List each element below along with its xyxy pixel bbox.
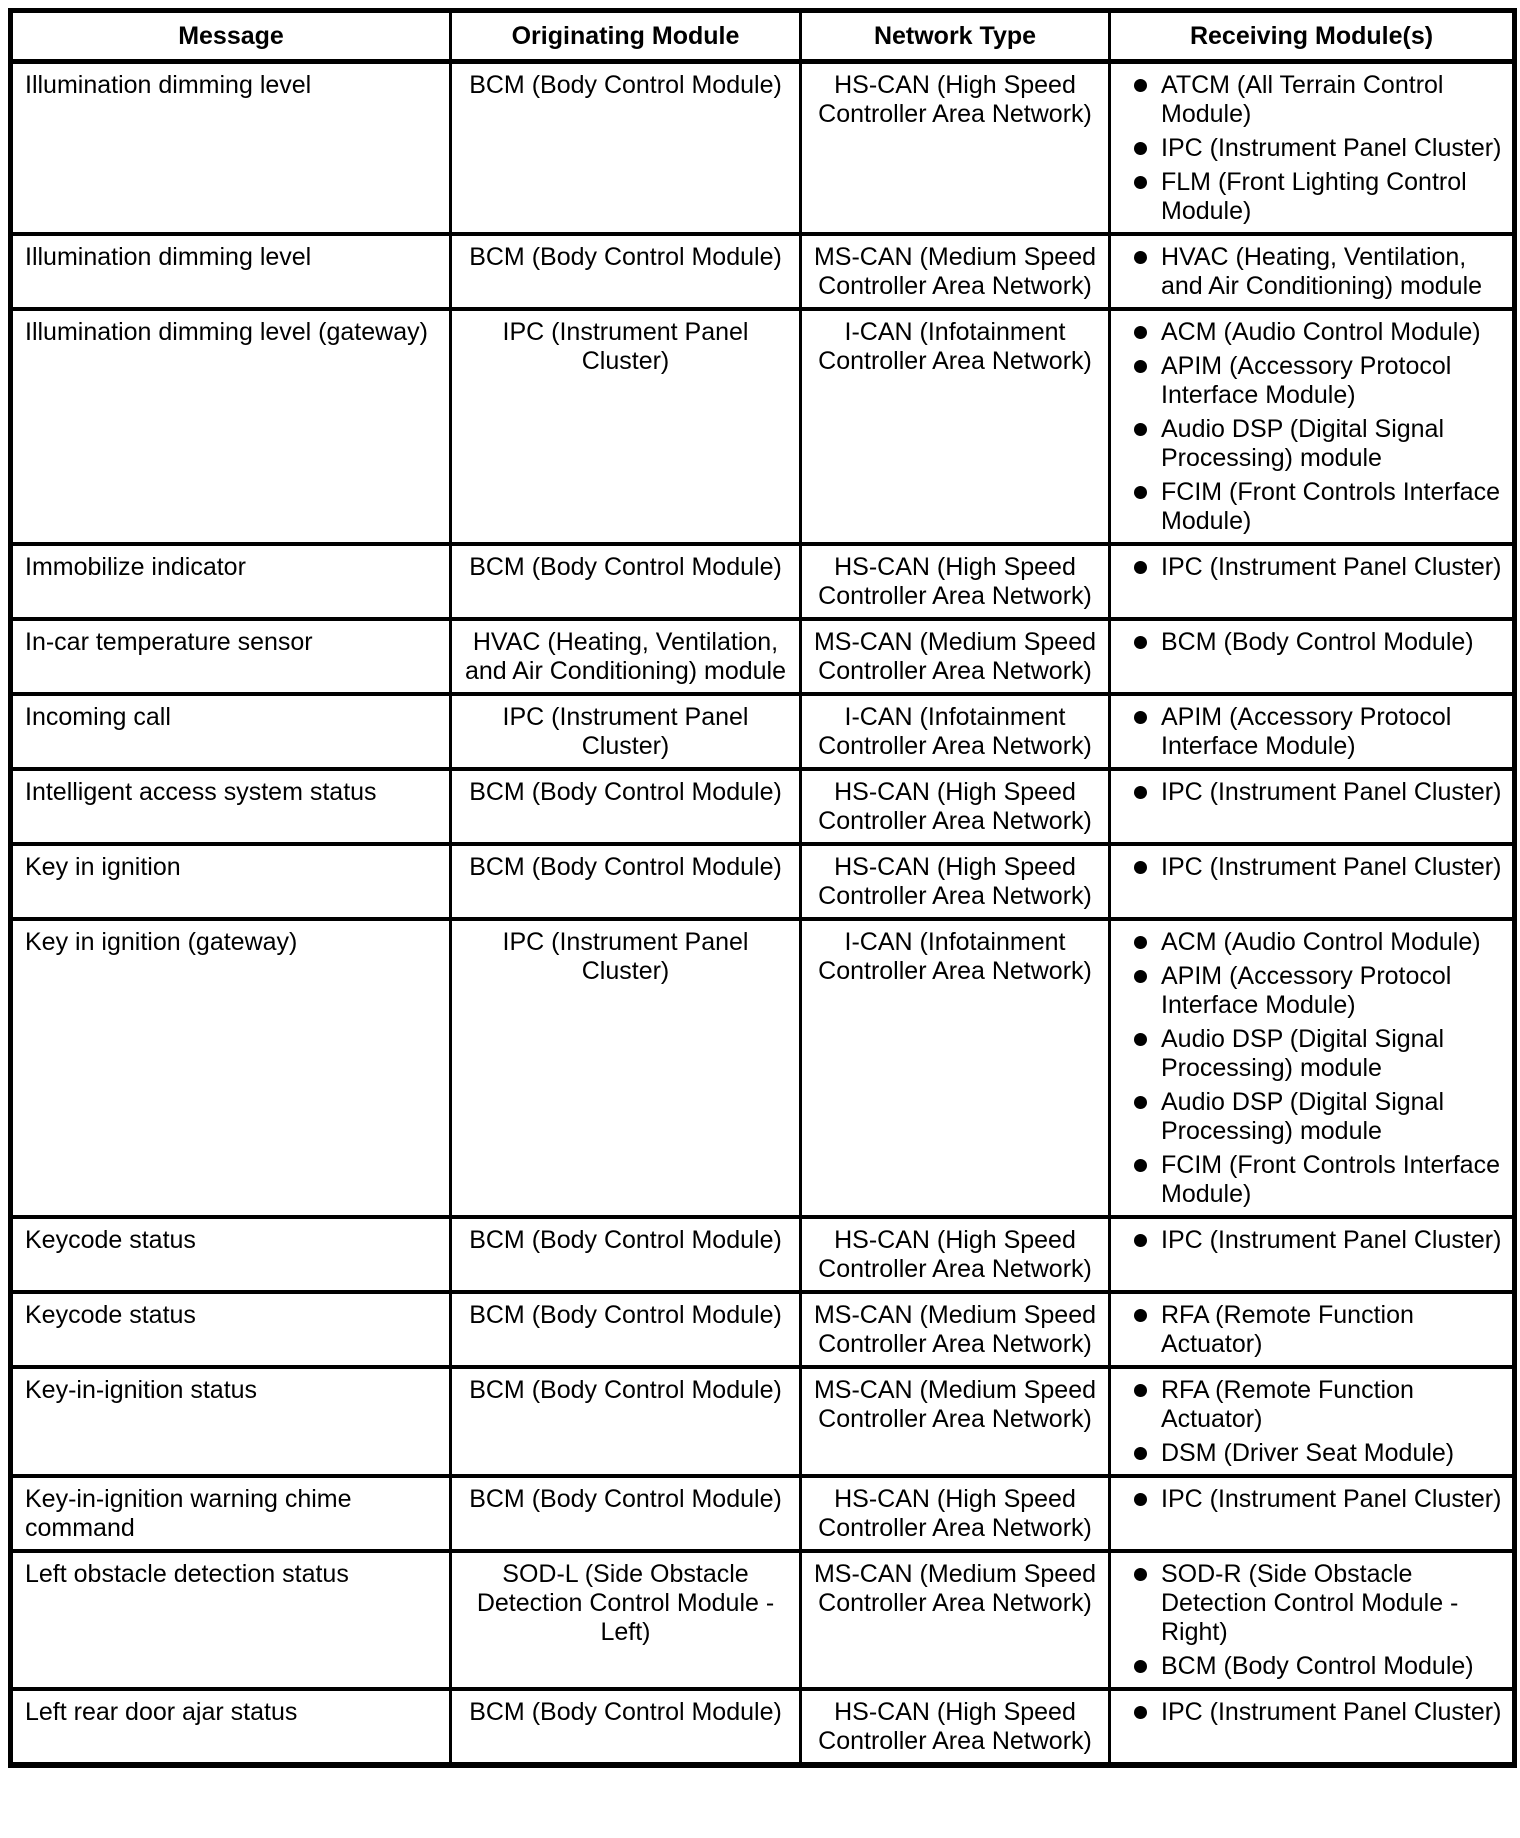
bullet-icon bbox=[1134, 1447, 1147, 1460]
receiving-module-label: ACM (Audio Control Module) bbox=[1161, 318, 1481, 346]
receiving-module-item bbox=[1111, 1301, 1504, 1359]
bullet-icon bbox=[1134, 861, 1147, 874]
receiving-module-item bbox=[1111, 703, 1504, 761]
receiving-modules-list bbox=[1111, 628, 1504, 657]
bullet-icon bbox=[1134, 970, 1147, 983]
originating-module-cell: BCM (Body Control Module) bbox=[451, 62, 801, 235]
bullet-icon bbox=[1134, 711, 1147, 724]
network-type-cell: HS-CAN (High Speed Controller Area Network) bbox=[801, 1689, 1110, 1765]
network-type-cell: HS-CAN (High Speed Controller Area Network) bbox=[801, 1476, 1110, 1551]
receiving-module-label: APIM (Accessory Protocol Interface Module) bbox=[1161, 962, 1452, 1019]
table-header bbox=[11, 11, 1515, 62]
receiving-module-item bbox=[1111, 1439, 1504, 1468]
originating-module-cell: BCM (Body Control Module) bbox=[451, 1217, 801, 1292]
receiving-module-label: FLM (Front Lighting Control Module) bbox=[1161, 168, 1467, 225]
originating-module-cell: IPC (Instrument Panel Cluster) bbox=[451, 309, 801, 544]
receiving-modules-list bbox=[1111, 553, 1504, 582]
receiving-modules-cell bbox=[1110, 1551, 1515, 1689]
originating-module-cell: BCM (Body Control Module) bbox=[451, 234, 801, 309]
message-cell: In-car temperature sensor bbox=[11, 619, 451, 694]
receiving-module-item bbox=[1111, 415, 1504, 473]
table-row bbox=[11, 694, 1515, 769]
bullet-icon bbox=[1134, 1568, 1147, 1581]
receiving-module-label: APIM (Accessory Protocol Interface Module) bbox=[1161, 703, 1452, 760]
receiving-module-item bbox=[1111, 928, 1504, 957]
originating-module-cell: IPC (Instrument Panel Cluster) bbox=[451, 694, 801, 769]
receiving-module-label: Audio DSP (Digital Signal Processing) module bbox=[1161, 1088, 1445, 1145]
bullet-icon bbox=[1134, 1493, 1147, 1506]
receiving-modules-cell bbox=[1110, 1367, 1515, 1476]
receiving-module-item bbox=[1111, 628, 1504, 657]
receiving-module-item bbox=[1111, 1226, 1504, 1255]
receiving-modules-list bbox=[1111, 1301, 1504, 1359]
bullet-icon bbox=[1134, 176, 1147, 189]
header-message: Message bbox=[11, 11, 451, 62]
network-type-cell: MS-CAN (Medium Speed Controller Area Network) bbox=[801, 1367, 1110, 1476]
message-cell: Key-in-ignition status bbox=[11, 1367, 451, 1476]
header-network-type: Network Type bbox=[801, 11, 1110, 62]
network-type-cell: HS-CAN (High Speed Controller Area Network) bbox=[801, 769, 1110, 844]
receiving-module-label: RFA (Remote Function Actuator) bbox=[1161, 1376, 1414, 1433]
receiving-modules-cell bbox=[1110, 1476, 1515, 1551]
receiving-modules-list bbox=[1111, 703, 1504, 761]
receiving-modules-list bbox=[1111, 1226, 1504, 1255]
receiving-modules-list bbox=[1111, 71, 1504, 226]
originating-module-cell: HVAC (Heating, Ventilation, and Air Conditioning) module bbox=[451, 619, 801, 694]
receiving-modules-list bbox=[1111, 1376, 1504, 1468]
table-body bbox=[11, 62, 1515, 1766]
table-row bbox=[11, 919, 1515, 1217]
receiving-modules-cell bbox=[1110, 1689, 1515, 1765]
table-row bbox=[11, 769, 1515, 844]
receiving-modules-cell bbox=[1110, 309, 1515, 544]
receiving-module-item bbox=[1111, 1698, 1504, 1727]
network-type-cell: I-CAN (Infotainment Controller Area Network) bbox=[801, 919, 1110, 1217]
receiving-module-item bbox=[1111, 1025, 1504, 1083]
receiving-modules-cell bbox=[1110, 694, 1515, 769]
receiving-modules-cell bbox=[1110, 844, 1515, 919]
receiving-modules-list bbox=[1111, 243, 1504, 301]
receiving-module-label: FCIM (Front Controls Interface Module) bbox=[1161, 1151, 1500, 1208]
receiving-module-item bbox=[1111, 1151, 1504, 1209]
receiving-modules-list bbox=[1111, 853, 1504, 882]
receiving-modules-list bbox=[1111, 1560, 1504, 1681]
bullet-icon bbox=[1134, 486, 1147, 499]
network-type-cell: HS-CAN (High Speed Controller Area Network) bbox=[801, 62, 1110, 235]
bullet-icon bbox=[1134, 636, 1147, 649]
table-row bbox=[11, 544, 1515, 619]
receiving-module-item bbox=[1111, 352, 1504, 410]
bullet-icon bbox=[1134, 142, 1147, 155]
bullet-icon bbox=[1134, 251, 1147, 264]
bullet-icon bbox=[1134, 936, 1147, 949]
receiving-module-label: Audio DSP (Digital Signal Processing) module bbox=[1161, 415, 1445, 472]
originating-module-cell: BCM (Body Control Module) bbox=[451, 1476, 801, 1551]
network-type-cell: MS-CAN (Medium Speed Controller Area Network) bbox=[801, 619, 1110, 694]
header-row bbox=[11, 11, 1515, 62]
receiving-module-label: IPC (Instrument Panel Cluster) bbox=[1161, 1698, 1502, 1726]
receiving-modules-cell bbox=[1110, 62, 1515, 235]
receiving-module-item bbox=[1111, 1560, 1504, 1647]
receiving-modules-cell bbox=[1110, 919, 1515, 1217]
table-row bbox=[11, 234, 1515, 309]
message-cell: Incoming call bbox=[11, 694, 451, 769]
message-cell: Key in ignition bbox=[11, 844, 451, 919]
receiving-module-item bbox=[1111, 1485, 1504, 1514]
originating-module-cell: BCM (Body Control Module) bbox=[451, 769, 801, 844]
network-type-cell: HS-CAN (High Speed Controller Area Network) bbox=[801, 1217, 1110, 1292]
table-row bbox=[11, 1476, 1515, 1551]
message-cell: Illumination dimming level bbox=[11, 234, 451, 309]
bullet-icon bbox=[1134, 1234, 1147, 1247]
bullet-icon bbox=[1134, 1706, 1147, 1719]
receiving-module-label: ATCM (All Terrain Control Module) bbox=[1161, 71, 1444, 128]
bullet-icon bbox=[1134, 360, 1147, 373]
receiving-module-label: IPC (Instrument Panel Cluster) bbox=[1161, 1485, 1502, 1513]
receiving-modules-cell bbox=[1110, 544, 1515, 619]
receiving-module-item bbox=[1111, 1376, 1504, 1434]
table-row bbox=[11, 1367, 1515, 1476]
receiving-module-item bbox=[1111, 1088, 1504, 1146]
originating-module-cell: BCM (Body Control Module) bbox=[451, 544, 801, 619]
receiving-module-item bbox=[1111, 962, 1504, 1020]
message-cell: Intelligent access system status bbox=[11, 769, 451, 844]
receiving-module-label: ACM (Audio Control Module) bbox=[1161, 928, 1481, 956]
message-cell: Left rear door ajar status bbox=[11, 1689, 451, 1765]
bullet-icon bbox=[1134, 423, 1147, 436]
receiving-module-label: IPC (Instrument Panel Cluster) bbox=[1161, 1226, 1502, 1254]
receiving-modules-cell bbox=[1110, 1292, 1515, 1367]
receiving-modules-cell bbox=[1110, 769, 1515, 844]
message-cell: Illumination dimming level bbox=[11, 62, 451, 235]
bullet-icon bbox=[1134, 1096, 1147, 1109]
message-cell: Key in ignition (gateway) bbox=[11, 919, 451, 1217]
table-row bbox=[11, 1292, 1515, 1367]
table-row bbox=[11, 844, 1515, 919]
receiving-module-item bbox=[1111, 778, 1504, 807]
receiving-module-label: SOD-R (Side Obstacle Detection Control Module - Right) bbox=[1161, 1560, 1459, 1646]
network-type-cell: MS-CAN (Medium Speed Controller Area Network) bbox=[801, 1292, 1110, 1367]
receiving-module-label: APIM (Accessory Protocol Interface Module) bbox=[1161, 352, 1452, 409]
receiving-module-item bbox=[1111, 478, 1504, 536]
table-row bbox=[11, 1551, 1515, 1689]
message-cell: Illumination dimming level (gateway) bbox=[11, 309, 451, 544]
message-cell: Key-in-ignition warning chime command bbox=[11, 1476, 451, 1551]
receiving-module-label: FCIM (Front Controls Interface Module) bbox=[1161, 478, 1500, 535]
message-cell: Keycode status bbox=[11, 1217, 451, 1292]
bullet-icon bbox=[1134, 1384, 1147, 1397]
receiving-modules-list bbox=[1111, 1698, 1504, 1727]
network-type-cell: I-CAN (Infotainment Controller Area Network) bbox=[801, 309, 1110, 544]
message-cell: Immobilize indicator bbox=[11, 544, 451, 619]
originating-module-cell: IPC (Instrument Panel Cluster) bbox=[451, 919, 801, 1217]
receiving-module-item bbox=[1111, 134, 1504, 163]
network-type-cell: HS-CAN (High Speed Controller Area Network) bbox=[801, 844, 1110, 919]
bullet-icon bbox=[1134, 1159, 1147, 1172]
originating-module-cell: BCM (Body Control Module) bbox=[451, 1689, 801, 1765]
network-type-cell: I-CAN (Infotainment Controller Area Network) bbox=[801, 694, 1110, 769]
receiving-modules-list bbox=[1111, 318, 1504, 536]
receiving-modules-list bbox=[1111, 1485, 1504, 1514]
bullet-icon bbox=[1134, 1660, 1147, 1673]
receiving-module-label: BCM (Body Control Module) bbox=[1161, 1652, 1474, 1680]
bullet-icon bbox=[1134, 326, 1147, 339]
message-cell: Keycode status bbox=[11, 1292, 451, 1367]
receiving-module-item bbox=[1111, 1652, 1504, 1681]
bullet-icon bbox=[1134, 1309, 1147, 1322]
header-originating-module: Originating Module bbox=[451, 11, 801, 62]
receiving-module-item bbox=[1111, 853, 1504, 882]
receiving-module-label: IPC (Instrument Panel Cluster) bbox=[1161, 853, 1502, 881]
receiving-module-label: BCM (Body Control Module) bbox=[1161, 628, 1474, 656]
network-type-cell: MS-CAN (Medium Speed Controller Area Network) bbox=[801, 234, 1110, 309]
network-type-cell: MS-CAN (Medium Speed Controller Area Network) bbox=[801, 1551, 1110, 1689]
receiving-module-label: IPC (Instrument Panel Cluster) bbox=[1161, 778, 1502, 806]
receiving-modules-cell bbox=[1110, 619, 1515, 694]
receiving-module-label: IPC (Instrument Panel Cluster) bbox=[1161, 553, 1502, 581]
receiving-module-item bbox=[1111, 168, 1504, 226]
receiving-modules-list bbox=[1111, 778, 1504, 807]
table-row bbox=[11, 1217, 1515, 1292]
header-receiving-modules: Receiving Module(s) bbox=[1110, 11, 1515, 62]
originating-module-cell: SOD-L (Side Obstacle Detection Control Module - Left) bbox=[451, 1551, 801, 1689]
receiving-module-item bbox=[1111, 243, 1504, 301]
table-row bbox=[11, 1689, 1515, 1765]
bullet-icon bbox=[1134, 561, 1147, 574]
receiving-modules-cell bbox=[1110, 1217, 1515, 1292]
table-row bbox=[11, 619, 1515, 694]
receiving-module-label: RFA (Remote Function Actuator) bbox=[1161, 1301, 1414, 1358]
table-row bbox=[11, 62, 1515, 235]
receiving-module-item bbox=[1111, 71, 1504, 129]
message-cell: Left obstacle detection status bbox=[11, 1551, 451, 1689]
originating-module-cell: BCM (Body Control Module) bbox=[451, 1367, 801, 1476]
receiving-module-label: IPC (Instrument Panel Cluster) bbox=[1161, 134, 1502, 162]
originating-module-cell: BCM (Body Control Module) bbox=[451, 844, 801, 919]
receiving-modules-cell bbox=[1110, 234, 1515, 309]
network-type-cell: HS-CAN (High Speed Controller Area Network) bbox=[801, 544, 1110, 619]
bullet-icon bbox=[1134, 79, 1147, 92]
table-row bbox=[11, 309, 1515, 544]
bullet-icon bbox=[1134, 1033, 1147, 1046]
receiving-modules-list bbox=[1111, 928, 1504, 1209]
receiving-module-label: HVAC (Heating, Ventilation, and Air Conditioning) module bbox=[1161, 243, 1483, 300]
bullet-icon bbox=[1134, 786, 1147, 799]
originating-module-cell: BCM (Body Control Module) bbox=[451, 1292, 801, 1367]
receiving-module-label: DSM (Driver Seat Module) bbox=[1161, 1439, 1455, 1467]
receiving-module-item bbox=[1111, 318, 1504, 347]
network-message-table bbox=[8, 8, 1517, 1768]
receiving-module-item bbox=[1111, 553, 1504, 582]
receiving-module-label: Audio DSP (Digital Signal Processing) module bbox=[1161, 1025, 1445, 1082]
